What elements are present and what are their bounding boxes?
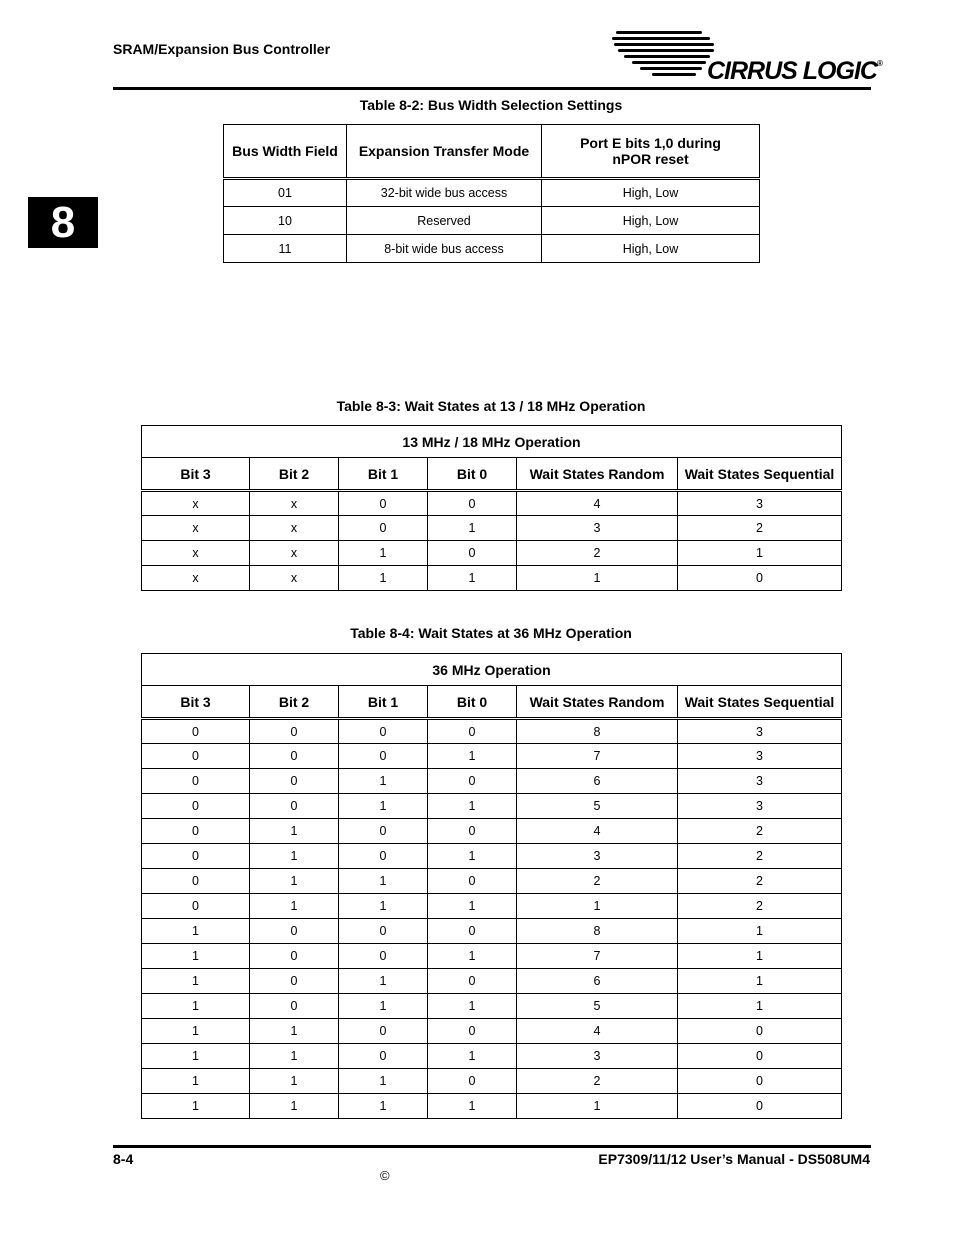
table-cell: 0: [142, 719, 250, 744]
table-cell: 1: [250, 869, 339, 894]
table-cell: 0: [142, 819, 250, 844]
table-cell: 1: [142, 1019, 250, 1044]
header-cell: Bit 3: [142, 686, 250, 719]
table-header-row: [224, 125, 760, 179]
table-cell: 0: [339, 516, 428, 541]
table-cell: 0: [250, 794, 339, 819]
table-cell: 0: [250, 919, 339, 944]
table-row: [224, 179, 760, 207]
table-cell: 0: [428, 919, 517, 944]
table-cell: 0: [678, 1069, 842, 1094]
table-cell: 1: [428, 1094, 517, 1119]
cirrus-logic-logo: [612, 27, 882, 87]
table-cell: 0: [339, 944, 428, 969]
table-cell: 1: [678, 541, 842, 566]
table-cell: 0: [250, 994, 339, 1019]
table-cell: High, Low: [542, 179, 760, 207]
table-cell: 1: [250, 894, 339, 919]
table-row: [142, 541, 842, 566]
table-cell: High, Low: [542, 207, 760, 235]
logo-swoosh-icon: [612, 27, 722, 82]
header-rule: [113, 87, 871, 90]
logo-wordmark: CIRRUS LOGIC: [707, 57, 877, 85]
table-cell: 8: [517, 919, 678, 944]
table-cell: 0: [678, 1019, 842, 1044]
header-cell: Bit 0: [428, 458, 517, 491]
table-cell: 1: [250, 1044, 339, 1069]
table-cell: High, Low: [542, 235, 760, 263]
table-cell: 1: [678, 919, 842, 944]
table-cell: 1: [142, 1094, 250, 1119]
table-row: [142, 1069, 842, 1094]
table-cell: x: [250, 541, 339, 566]
table-cell: 1: [142, 944, 250, 969]
table-row: [142, 744, 842, 769]
header-cell: Bit 1: [339, 686, 428, 719]
table-cell: 2: [678, 516, 842, 541]
table-header-row: [142, 686, 842, 719]
header-cell: Wait States Random: [517, 686, 678, 719]
table-cell: 1: [678, 944, 842, 969]
table-group-header-row: [142, 654, 842, 686]
table-cell: 1: [142, 1044, 250, 1069]
table-cell: 3: [678, 719, 842, 744]
table-cell: 1: [339, 541, 428, 566]
header-cell: Wait States Random: [517, 458, 678, 491]
table-cell: 1: [250, 844, 339, 869]
table-cell: 0: [339, 719, 428, 744]
table-row: [142, 1044, 842, 1069]
section-title: SRAM/Expansion Bus Controller: [113, 41, 331, 57]
header-cell: Wait States Sequential: [678, 686, 842, 719]
table-cell: 1: [142, 1069, 250, 1094]
wait-states-13-18mhz-table: [141, 425, 842, 591]
table-cell: 0: [428, 869, 517, 894]
table-cell: 7: [517, 744, 678, 769]
table-row: [142, 919, 842, 944]
table-cell: 1: [250, 819, 339, 844]
table-cell: 2: [517, 541, 678, 566]
table-cell: 1: [339, 794, 428, 819]
table-cell: x: [250, 491, 339, 516]
table-cell: Reserved: [347, 207, 542, 235]
table-cell: 0: [428, 819, 517, 844]
table-cell: 0: [678, 1094, 842, 1119]
table-cell: 3: [678, 794, 842, 819]
table-cell: 3: [517, 516, 678, 541]
table-cell: x: [142, 566, 250, 591]
table-cell: 1: [250, 1094, 339, 1119]
table-cell: 1: [339, 969, 428, 994]
table-cell: 0: [678, 1044, 842, 1069]
table-row: [142, 719, 842, 744]
footer-rule: [113, 1145, 871, 1148]
table-row: [142, 1094, 842, 1119]
table-cell: 2: [678, 819, 842, 844]
table-cell: 5: [517, 794, 678, 819]
table-cell: 0: [339, 744, 428, 769]
table-cell: 2: [678, 869, 842, 894]
header-cell: Bit 2: [250, 458, 339, 491]
chapter-tab: 8: [28, 197, 98, 248]
manual-title: EP7309/11/12 User’s Manual - DS508UM4: [598, 1151, 870, 1167]
table-cell: 0: [428, 491, 517, 516]
table-cell: 1: [250, 1019, 339, 1044]
table-group-header-row: [142, 426, 842, 458]
table-cell: 0: [678, 566, 842, 591]
header-cell: Expansion Transfer Mode: [347, 125, 542, 179]
table-cell: 1: [428, 794, 517, 819]
table-cell: 8-bit wide bus access: [347, 235, 542, 263]
table-cell: 0: [339, 844, 428, 869]
table-cell: 1: [339, 1094, 428, 1119]
table-cell: 4: [517, 819, 678, 844]
table-row: [142, 894, 842, 919]
table-cell: 0: [250, 769, 339, 794]
table-cell: 32-bit wide bus access: [347, 179, 542, 207]
header-cell: Wait States Sequential: [678, 458, 842, 491]
table-cell: 1: [678, 994, 842, 1019]
table-8-3-caption: Table 8-3: Wait States at 13 / 18 MHz Operation: [336, 398, 646, 414]
table-cell: 1: [428, 994, 517, 1019]
table-cell: 3: [678, 769, 842, 794]
table-cell: 5: [517, 994, 678, 1019]
header-cell: Port E bits 1,0 during nPOR reset: [542, 125, 760, 179]
table-cell: 8: [517, 719, 678, 744]
header-cell: Bit 0: [428, 686, 517, 719]
table-cell: 0: [428, 969, 517, 994]
table-header-row: [142, 458, 842, 491]
table-cell: 2: [517, 869, 678, 894]
table-cell: 1: [428, 844, 517, 869]
table-cell: 1: [142, 969, 250, 994]
table-cell: 1: [339, 894, 428, 919]
table-cell: 0: [339, 491, 428, 516]
table-cell: 1: [142, 994, 250, 1019]
table-cell: 1: [517, 566, 678, 591]
table-cell: 1: [517, 1094, 678, 1119]
table-cell: 0: [250, 969, 339, 994]
table-row: [142, 994, 842, 1019]
table-cell: 0: [250, 719, 339, 744]
registered-mark: ®: [876, 59, 882, 68]
table-row: [142, 1019, 842, 1044]
group-header-cell: 36 MHz Operation: [142, 654, 842, 686]
header-cell: Bit 1: [339, 458, 428, 491]
table-cell: 0: [339, 1019, 428, 1044]
table-cell: 1: [428, 894, 517, 919]
table-cell: 3: [678, 744, 842, 769]
table-cell: 0: [339, 1044, 428, 1069]
header-cell: Bit 3: [142, 458, 250, 491]
table-cell: 1: [428, 566, 517, 591]
table-cell: 1: [517, 894, 678, 919]
table-cell: 0: [339, 919, 428, 944]
table-cell: 0: [428, 541, 517, 566]
table-cell: x: [250, 566, 339, 591]
table-cell: 1: [339, 1069, 428, 1094]
table-cell: x: [142, 541, 250, 566]
table-row: [224, 207, 760, 235]
table-row: [142, 794, 842, 819]
table-cell: 3: [517, 844, 678, 869]
table-cell: 1: [339, 869, 428, 894]
table-cell: 4: [517, 491, 678, 516]
table-cell: 6: [517, 769, 678, 794]
table-cell: 0: [339, 819, 428, 844]
table-cell: 4: [517, 1019, 678, 1044]
wait-states-36mhz-table: [141, 653, 842, 1119]
table-cell: 1: [428, 516, 517, 541]
header-cell: Bus Width Field: [224, 125, 347, 179]
table-cell: 1: [339, 566, 428, 591]
table-row: [142, 969, 842, 994]
table-cell: 2: [678, 844, 842, 869]
table-cell: 01: [224, 179, 347, 207]
table-cell: 10: [224, 207, 347, 235]
bus-width-table: [223, 124, 760, 263]
table-cell: 0: [142, 769, 250, 794]
table-cell: 1: [339, 994, 428, 1019]
table-cell: x: [142, 516, 250, 541]
table-cell: 1: [339, 769, 428, 794]
table-cell: 6: [517, 969, 678, 994]
table-cell: 3: [678, 491, 842, 516]
table-cell: x: [142, 491, 250, 516]
table-row: [142, 566, 842, 591]
table-cell: 3: [517, 1044, 678, 1069]
copyright-symbol: ©: [380, 1168, 390, 1183]
table-cell: 0: [142, 794, 250, 819]
table-row: [142, 944, 842, 969]
table-row: [142, 769, 842, 794]
table-cell: 0: [428, 1019, 517, 1044]
group-header-cell: 13 MHz / 18 MHz Operation: [142, 426, 842, 458]
table-row: [142, 844, 842, 869]
table-cell: 1: [428, 744, 517, 769]
table-cell: 1: [678, 969, 842, 994]
table-cell: 0: [142, 844, 250, 869]
table-row: [142, 869, 842, 894]
table-cell: 11: [224, 235, 347, 263]
table-cell: 0: [428, 1069, 517, 1094]
table-cell: 0: [428, 719, 517, 744]
table-cell: 1: [142, 919, 250, 944]
table-cell: 0: [428, 769, 517, 794]
table-cell: 7: [517, 944, 678, 969]
table-cell: 0: [250, 744, 339, 769]
table-cell: 0: [142, 869, 250, 894]
page-number: 8-4: [113, 1151, 134, 1167]
table-cell: 0: [142, 894, 250, 919]
table-cell: 2: [678, 894, 842, 919]
table-row: [224, 235, 760, 263]
table-cell: 0: [250, 944, 339, 969]
table-row: [142, 516, 842, 541]
table-cell: 1: [250, 1069, 339, 1094]
table-cell: 1: [428, 944, 517, 969]
table-cell: 0: [142, 744, 250, 769]
table-row: [142, 491, 842, 516]
header-cell: Bit 2: [250, 686, 339, 719]
table-cell: 1: [428, 1044, 517, 1069]
table-cell: 2: [517, 1069, 678, 1094]
table-row: [142, 819, 842, 844]
table-8-2-caption: Table 8-2: Bus Width Selection Settings: [359, 97, 623, 113]
table-cell: x: [250, 516, 339, 541]
table-8-4-caption: Table 8-4: Wait States at 36 MHz Operation: [350, 625, 632, 641]
